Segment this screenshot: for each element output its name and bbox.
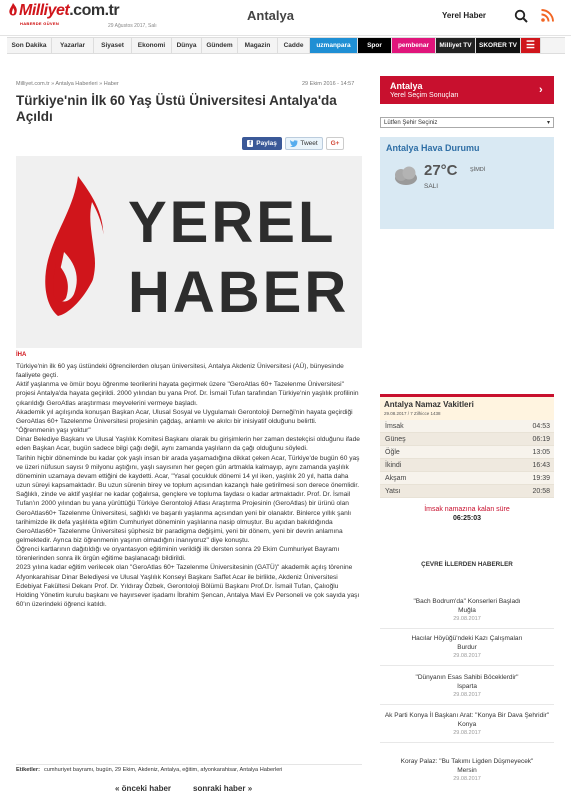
city-box-subtitle: Yerel Seçim Sonuçları (390, 92, 459, 99)
prayer-time: 13:05 (532, 448, 550, 456)
facebook-icon: f (249, 140, 252, 147)
prayer-date: 29.08.2017 / 7 Zilhicce 1438 (384, 411, 441, 416)
rss-icon[interactable] (541, 9, 554, 22)
logo-tagline: HABERDE GÜVEN (20, 21, 60, 26)
city-news-title[interactable]: "Bach Bodrum'da" Konserleri Başladı (413, 598, 521, 605)
prayer-row (380, 433, 554, 446)
divider (380, 742, 554, 743)
nav-item[interactable]: Magazin (238, 38, 278, 53)
prayer-table (380, 420, 554, 498)
article-paragraph: Türkiye'nin ilk 60 yaş üstündeki öğrencilerden oluşan üniversitesi, Antalya Akdeniz Üniversitesi (AÜ), bünyesinde faaliyete geçti. (16, 363, 344, 380)
nav-item[interactable]: pembenar (392, 38, 436, 53)
prayer-row (380, 446, 554, 459)
cloud-icon (390, 165, 420, 187)
logo-domain: .com.tr (69, 2, 120, 19)
city-news-city: Konya (457, 720, 477, 728)
prayer-remaining-time: 06:25:03 (452, 515, 482, 522)
city-news-city: Muğla (458, 606, 476, 614)
article-image (16, 156, 362, 348)
nav-item[interactable]: Siyaset (94, 38, 132, 53)
share-bar (242, 137, 344, 150)
nav-item[interactable]: Dünya (172, 38, 202, 53)
prayer-title: Antalya Namaz Vakitleri (384, 400, 474, 409)
twitter-icon (290, 140, 298, 147)
prayer-row (380, 459, 554, 472)
nav-item[interactable]: Yazarlar (52, 38, 94, 53)
prayer-time: 19:39 (532, 474, 550, 482)
prayer-name: İkindi (385, 461, 402, 469)
image-word-haber: HABER (128, 260, 350, 325)
prayer-name: Yatsı (385, 487, 401, 495)
weather-widget (380, 137, 554, 229)
article-paragraph: Öğrenci kartlarının dağıtıldığı ve oryantasyon eğitiminin verildiği ilk dersten sonra 29 Ekim Cumhuriyet Bayramı törenlerinden sonra ilk örgün eğitime başlanacağı bildirildi. (16, 546, 340, 563)
nav-item[interactable]: Gündem (202, 38, 238, 53)
city-news-date: 29.08.2017 (453, 776, 481, 782)
nav-item[interactable]: SKORER TV (476, 38, 521, 53)
prayer-time: 20:58 (532, 487, 550, 495)
city-news-city: Isparta (457, 682, 477, 690)
prayer-times-widget (380, 394, 554, 522)
article-title: Türkiye'nin İlk 60 Yaş Üstü Üniversitesi Antalya'da Açıldı (16, 93, 337, 124)
article-date: 29 Ekim 2016 - 14:57 (302, 81, 355, 87)
image-word-yerel: YEREL (128, 190, 337, 255)
city-news-item[interactable] (380, 598, 554, 629)
city-news-item[interactable] (380, 635, 554, 666)
article-paragraph: Akademik yıl açılışında konuşan Başkan Acar, Ulusal Sosyal ve Uygulamalı Gerontoloji Derneği'nin hayata geçirdiği GeroAtlas 60+ Tazelenme Üniversitesi projesinin çağdaş, anlamlı ve akılcı bir inisiyatif olduğunu belirtti. (16, 408, 353, 425)
article-paragraph: Tarihin hiçbir döneminde bu kadar çok yaşlı insan bir arada yaşamadığına dikkat çeken Acar, Türkiye'de bugün 60 yaş ve üzeri nüfusun sayısı 9 milyonu aştığını, yaşlı sayısının her geçen gün artmakla kalmayıp, aynı zamanda yaşlılık döneminin uzamaya devam ettiğini de kaydetti. Acar, "Yasal çocukluk dönemi 14 yıl iken, yaşlılık 20 yıl, hatta daha uzun süreyi kapsamaktadır. Bu uzun sürenin birey ve toplum açısından kazançlı hale getirilmesi son derece önemlidir. Sağlıklı, zinde ve aktif yaşlılar ne kadar çoğalırsa, gençlere ve topluma faydası o kadar artmaktadır. Prof. Dr. İsmail Tufan'ın 2000 yılından bu yana yürüttüğü Türkiye Gerontoloji Atlası Araştırma Projesinin (GeroAtlas) bir ürünü olan GeroAtlas60+ Tazelenme Üniversitesi, sağlıklı ve başarılı yaşlanma açısından yeni bir olanaktır. Binlerce yıllık şanlı tarihimizde ilk defa yaşlılıkta eğitim Cumhuriyet döneminin yaşlılarına nasip olmuştur. Bu açıdan bakıldığında GeroAtlas60+ Tazelenme Üniversitesi şüphesiz bir paradigma değişimi, yeni bir dönem, yeni bir devrin anlamına gelmektedir. Ayrıca biz öğrenmenin yaşının olmadığını inanıyoruz" diye konuştu. (16, 454, 360, 544)
next-article-link[interactable]: sonraki haber » (193, 784, 253, 793)
weather-title: Antalya Hava Durumu (386, 143, 480, 153)
nav-item[interactable]: uzmanpara (310, 38, 358, 53)
breadcrumb[interactable]: Milliyet.com.tr » Antalya Haberleri » Haber (16, 81, 119, 87)
city-news-item[interactable] (380, 758, 554, 784)
divider (380, 665, 554, 666)
weather-now-label: ŞİMDİ (470, 167, 486, 173)
city-news-city: Mersin (457, 766, 477, 774)
city-news-item[interactable] (380, 712, 554, 743)
header-date: 29 Ağustos 2017, Salı (108, 23, 157, 29)
prayer-name: Öğle (385, 448, 400, 456)
nav-item[interactable]: Spor (358, 38, 392, 53)
nav-item[interactable]: Cadde (278, 38, 310, 53)
city-election-box[interactable] (380, 76, 554, 104)
city-select-value: Lütfen Şehir Seçiniz (384, 119, 438, 126)
article-body (16, 362, 362, 609)
city-news-date: 29.08.2017 (453, 616, 481, 622)
tags-label: Etiketler: (16, 767, 40, 773)
prayer-time: 04:53 (532, 422, 550, 430)
site-header (0, 0, 571, 36)
chevron-down-icon: ▾ (546, 120, 550, 126)
article-paragraph: "Öğrenmenin yaşı yoktur" (16, 427, 91, 435)
header-city: Antalya (247, 8, 294, 23)
city-news-date: 29.08.2017 (453, 653, 481, 659)
city-news-item[interactable] (380, 674, 554, 705)
twitter-share-label: Tweet (300, 140, 318, 147)
weather-day: SALI (424, 183, 439, 190)
twitter-share-button[interactable] (285, 137, 323, 150)
city-box-title: Antalya (390, 81, 423, 91)
prayer-row (380, 420, 554, 433)
city-news-title[interactable]: Koray Palaz: "Bu Takımı Ligden Düşmeyecek" (400, 758, 534, 765)
article-paragraph: Dinar Belediye Başkanı ve Ulusal Yaşlılık Komitesi Başkanı olarak bu girişimlerin her zaman destekçisi olduğunu ifade eden Başkan Acar, bugün sadece bilgi çağı değil, aynı zamanda yaşlıların da çağı olduğunu söyledi. (16, 436, 360, 453)
yerel-haber-image (16, 156, 362, 348)
chevron-right-icon: › (539, 84, 543, 96)
hamburger-icon[interactable]: ☰ (521, 38, 541, 53)
prayer-row (380, 472, 554, 485)
logo-brand: Milliyet (19, 2, 70, 19)
city-news-date: 29.08.2017 (453, 730, 481, 736)
article-paragraph: 2023 yılına kadar eğitim verilecek olan "GeroAtlas 60+ Tazelenme Üniversitesinin (GATÜ)" akademik açılış törenine Afyonkarahisar Dinar Belediyesi ve Ulusal Yaşlılık Konseyi Başkanı Saffet Acar ile birlikte, Akdeniz Üniversitesi Edebiyat Fakültesi Dekanı Prof. Dr. Yıldıray Özbek, Gerontoloji Bölümü Başkanı Prof.Dr. İsmail Tufan, Çalıoğlu Holding Yönetim kurulu başkanı ve hayırsever işadamı İbrahim Şencan, Antalya Mavi Ev Personeli ve çok sayıda yaşı 60'ın üzerindeki öğrenci katıldı. (16, 564, 360, 609)
article-source: İHA (16, 352, 27, 358)
main-nav (7, 37, 565, 54)
prayer-header (380, 394, 554, 420)
prayer-time: 16:43 (532, 461, 550, 469)
flame-logo-icon (8, 3, 18, 17)
article-tags (16, 764, 362, 773)
prayer-remaining-label: İmsak namazına kalan süre (424, 506, 510, 513)
city-news-title[interactable]: Hacılar Höyüğü'ndeki Kazı Çalışmaları (411, 635, 523, 642)
city-news-date: 29.08.2017 (453, 692, 481, 698)
nearby-cities-heading: ÇEVRE İLLERDEN HABERLER (421, 561, 513, 568)
gplus-share-button[interactable]: G+ (326, 137, 344, 150)
prayer-name: Güneş (385, 435, 406, 443)
tags-list[interactable]: cumhuriyet bayramı, bugün, 29 Ekim, Akdeniz, Antalya, eğitim, afyonkarahisar, Antalya Haberleri (43, 767, 283, 773)
city-news-city: Burdur (457, 643, 477, 651)
article-paragraph: Aktif yaşlanma ve ömür boyu öğrenme teorilerini hayata geçirmek üzere "GeroAtlas 60+ Tazelenme Üniversitesi" projesi Antalya'da hayata geçirildi. 2000 yılından bu yana Prof. Dr. İsmail Tufan tarafından Türkiye'nin yaşlılık profilinin çıkarıldığı GeroAtlas araştırması meyvelerini vermeye başladı. (16, 381, 359, 407)
prayer-name: İmsak (385, 422, 404, 430)
weather-temperature: 27°C (424, 162, 458, 179)
city-news-title[interactable]: Ak Parti Konya İl Başkanı Arat: "Konya Bir Dava Şehridir" (384, 712, 550, 719)
nav-item[interactable]: Ekonomi (132, 38, 172, 53)
prev-article-link[interactable]: « önceki haber (115, 784, 172, 793)
city-news-title[interactable]: "Dünyanın Esas Sahibi Böceklerdir" (415, 674, 519, 681)
milliyet-logo[interactable] (8, 2, 119, 20)
nav-item[interactable]: Son Dakika (7, 38, 52, 53)
facebook-share-button[interactable] (242, 137, 282, 150)
prayer-row (380, 485, 554, 498)
divider (380, 628, 554, 629)
divider (380, 704, 554, 705)
yerel-haber-link[interactable]: Yerel Haber (442, 11, 487, 20)
prayer-time: 06:19 (532, 435, 550, 443)
article-pager (115, 784, 252, 793)
search-icon[interactable] (514, 9, 528, 23)
nav-item[interactable]: Milliyet TV (436, 38, 476, 53)
prayer-name: Akşam (385, 474, 407, 482)
city-select[interactable] (380, 117, 554, 128)
facebook-share-label: Paylaş (256, 140, 277, 147)
